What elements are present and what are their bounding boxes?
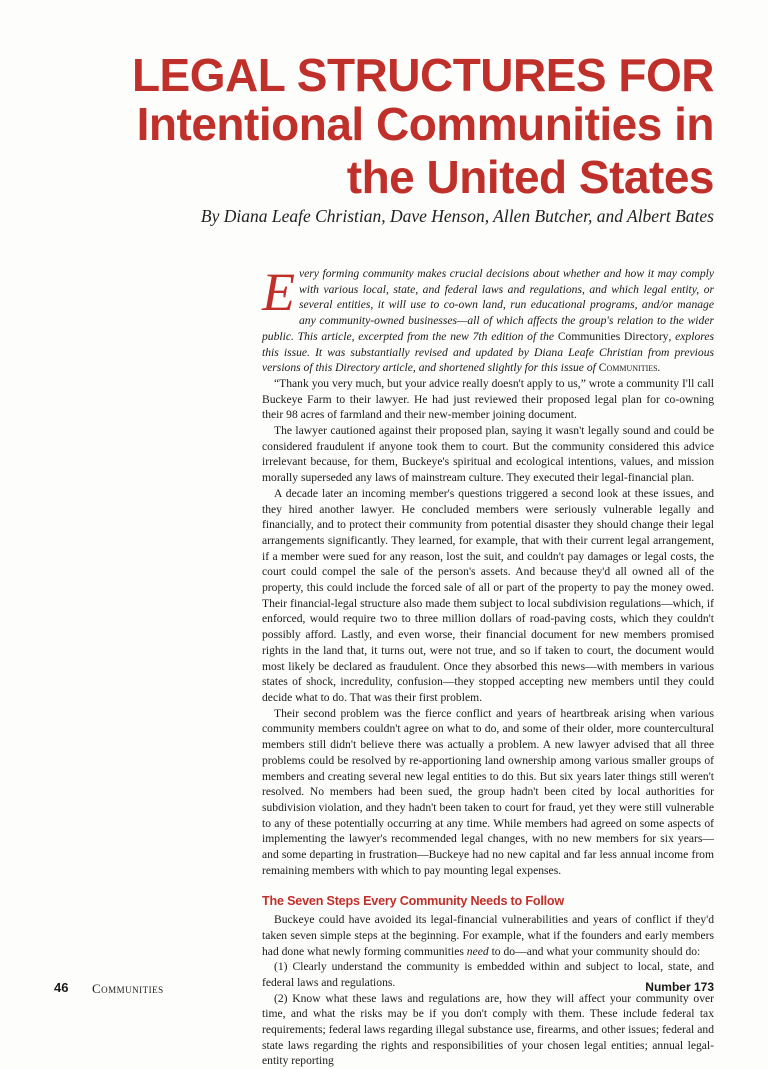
page-number: 46 xyxy=(54,980,69,995)
section-text-b: to do—and what your community should do: xyxy=(488,944,701,958)
step-paragraph: (1) Clearly understand the community is embedded within and subject to local, state, and federal laws and regulations. xyxy=(262,960,714,989)
intro-paragraph xyxy=(262,262,714,376)
article-title xyxy=(74,49,714,204)
intro-text-a: very forming community makes crucial decisions about whether and how it may comply with various local, state, and federal laws and regulations, and which legal entity, or several entities, it will use to co-own land, run educational programs, and/or manage any community-owned businesses—all of which affects the group's relation to the wider public. This article, excerpted from the new 7th edition of the xyxy=(262,267,714,343)
title-line-3: the United States xyxy=(346,151,714,203)
body-paragraph: Their second problem was the fierce conflict and years of heartbreak arising when various community members couldn't agree on what to do, and some of their older, more countercultural members still didn't believe there was actually a problem. A new lawyer advised that all three problems could be resolved by re-apportioning land ownership among various smaller groups of members and creating several new legal entities to do this. But six years later things still weren't resolved. No members had been sued, the group hadn't been cited by local authorities for subdivision violation, and they hadn't been taken to court for fraud, yet they were still vulnerable to any of these potentially occurring at any time. While members had agreed on some aspects of implementing the lawyer's recommended legal changes, with no new members for six years—and some departing in frustration—Buckeye had no new capital and far less annual income from remaining members with which to pay mounting legal expenses. xyxy=(262,706,714,877)
issue-number: Number 173 xyxy=(645,980,714,994)
drop-cap: E xyxy=(262,262,295,322)
title-line-1: LEGAL STRUCTURES FOR xyxy=(131,49,714,101)
intro-text-c: . xyxy=(657,361,661,375)
title-line-2: Intentional Communities in xyxy=(136,98,714,150)
body-paragraph: The lawyer cautioned against their proposed plan, saying it wasn't legally sound and could be considered fraudulent if anyone took them to court. But the community considered this advice irrelevant because, for them, Buckeye's spiritual and ecological intentions, values, and mission morally superseded any laws of mainstream culture. They executed their legal-financial plan. xyxy=(262,424,714,485)
intro-text-b: , explores this issue. It was substantially revised and updated by Diana Leafe Christian from previous versions of this Directory article, and shortened slightly for this issue of xyxy=(262,329,714,375)
body-paragraph: A decade later an incoming member's questions triggered a second look at these issues, and they hired another lawyer. He concluded members were seriously vulnerable legally and financially, and to protect their community from potential disaster they should change their legal arrangements significantly. They learned, for example, that with their current legal arrangement, if a member were sued for any reason, lost the suit, and couldn't pay damages or legal costs, the court could compel the sale of the person's assets. And because they'd all owned all of the property, this could include the forced sale of all or part of the property to pay the money owed. Their financial-legal structure also made them subject to local subdivision regulations—which, if enforced, would require two to three million dollars of road-paving costs, which they couldn't possibly afford. Lastly, and even worse, their financial document for new members promised rights in the land that, it turns out, were not true, and so if taken to court, the document would most likely be declared as fraudulent. Once they absorbed this news—with members in various states of shock, incredulity, confusion—they stopped accepting new members until they could decide what to do. That was their first problem. xyxy=(262,486,714,704)
section-emphasis: need xyxy=(466,944,489,958)
magazine-name: Communities xyxy=(92,981,164,996)
article-body xyxy=(262,262,714,1069)
body-paragraph: “Thank you very much, but your advice really doesn't apply to us,” wrote a community I'll call Buckeye Farm to their lawyer. He had just reviewed their proposed legal plan for co-owning their 98 acres of farmland and their new-member joining document. xyxy=(262,376,714,422)
byline: By Diana Leafe Christian, Dave Henson, Allen Butcher, and Albert Bates xyxy=(200,206,714,226)
body-paragraph xyxy=(262,912,714,959)
intro-directory-name: Communities Directory xyxy=(557,329,669,343)
section-heading: The Seven Steps Every Community Needs to Follow xyxy=(262,894,565,909)
intro-magazine-name: Communities xyxy=(598,361,658,375)
section-text-a: Buckeye could have avoided its legal-financial vulnerabilities and years of conflict if they'd taken seven simple steps at the beginning. For example, what if the founders and early members had done what newly forming communities xyxy=(262,913,714,958)
page-footer xyxy=(54,980,714,998)
step-paragraph: (2) Know what these laws and regulations are, how they will affect your community over time, and what the risks may be if you don't comply with them. These include federal tax requirements; federal laws regarding illegal substance use, firearms, and other issues; federal and state laws regarding the rights and responsibilities of your chosen legal entities; annual legal-entity reporting xyxy=(262,991,714,1068)
